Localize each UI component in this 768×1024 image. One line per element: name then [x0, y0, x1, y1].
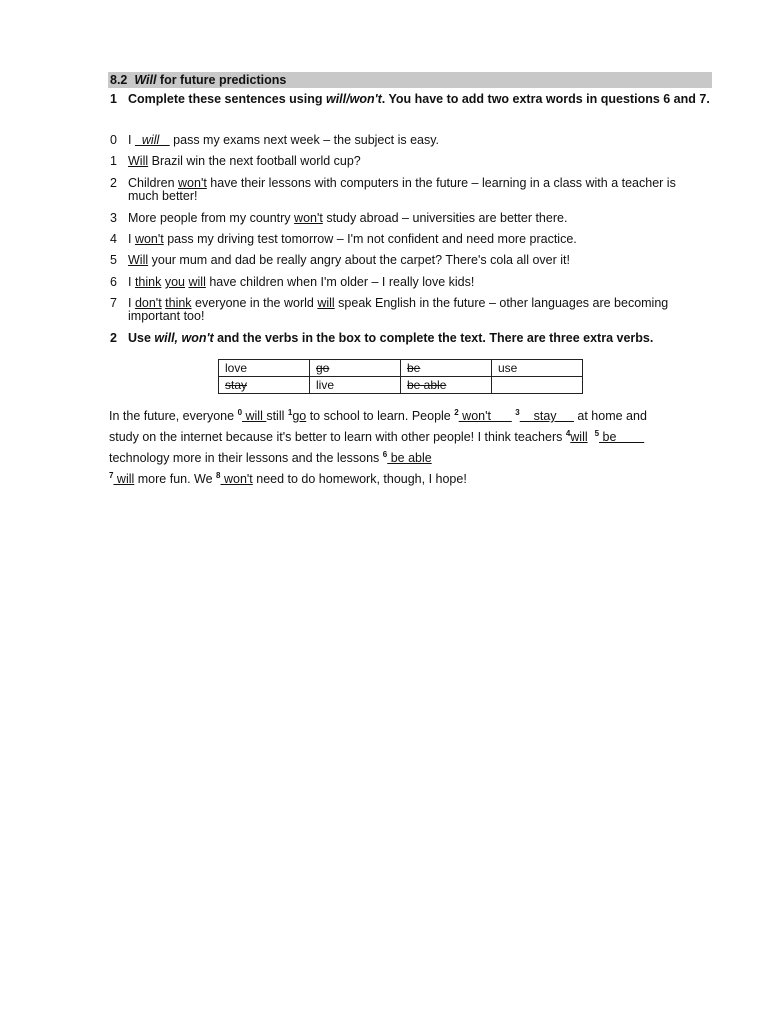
exercise-number: 1 — [110, 92, 117, 106]
instruction-text: and the verbs in the box to complete the text. There are three extra verbs. — [213, 331, 654, 345]
sentence-text: I — [128, 275, 135, 289]
sentence-text: pass my exams next week – the subject is easy. — [169, 133, 440, 147]
answer: will — [570, 430, 588, 444]
gap-number: 7 — [109, 470, 114, 480]
instruction-text: Use — [128, 331, 155, 345]
sentence-item — [110, 297, 700, 323]
text: study on the internet because it's better to learn with other people! I think teachers — [109, 430, 566, 444]
answer: be — [599, 430, 645, 444]
sentence-item — [110, 276, 700, 289]
section-title-em: Will — [134, 73, 157, 87]
item-number: 2 — [110, 176, 117, 190]
verb-cell: go — [310, 360, 401, 377]
gap-number: 3 — [515, 407, 520, 417]
instruction-em: will, won't — [154, 331, 214, 345]
text: need to do homework, though, I hope! — [252, 472, 467, 486]
gap-number: 4 — [565, 428, 571, 438]
sentence-text: have children when I'm older – I really love kids! — [205, 275, 475, 289]
answer: go — [292, 409, 307, 423]
sentence-text: I — [128, 133, 135, 147]
instruction-text: . You have to add two extra words in questions 6 and 7. — [381, 92, 710, 106]
sentence-text: have their lessons with computers in the future – learning in a class with a teacher is much better! — [128, 176, 676, 203]
text: more fun. We — [134, 472, 217, 486]
sentence-text: pass my driving test tomorrow – I'm not confident and need more practice. — [163, 232, 577, 246]
text: still — [266, 409, 288, 423]
item-number: 5 — [110, 253, 117, 267]
answer: stay — [519, 409, 574, 423]
answer: won't — [178, 176, 207, 190]
item-number: 3 — [110, 211, 117, 225]
verb-box — [218, 359, 583, 394]
sentence-item — [110, 177, 700, 203]
exercise-number: 2 — [110, 331, 117, 345]
answer: won't — [458, 409, 512, 423]
answer: won't — [134, 232, 164, 246]
answer: Will — [128, 253, 149, 267]
exercise-2-instruction — [110, 332, 710, 345]
sentence-text: everyone in the world — [191, 296, 318, 310]
answer: Will — [128, 154, 149, 168]
gap-number: 5 — [594, 428, 600, 438]
verb-cell: stay — [219, 377, 310, 394]
answer: you — [164, 275, 185, 289]
item-number: 0 — [110, 133, 117, 147]
answer: be able — [387, 451, 432, 465]
sentence-text: I — [128, 232, 135, 246]
text: to school to learn. People — [306, 409, 455, 423]
verb-cell: live — [310, 377, 401, 394]
exercise-1-instruction — [110, 93, 710, 106]
gap-fill-line — [109, 430, 709, 444]
sentence-text: study abroad – universities are better there. — [322, 211, 568, 225]
sentence-text: Children — [128, 176, 179, 190]
gap-fill-line — [109, 472, 709, 486]
answer: don't — [134, 296, 162, 310]
answer: will — [134, 133, 170, 147]
text — [588, 430, 595, 444]
answer: won't — [294, 211, 323, 225]
answer: think — [165, 296, 192, 310]
answer: will — [188, 275, 206, 289]
sentence-text: Brazil win the next football world cup? — [148, 154, 361, 168]
verb-cell: be — [401, 360, 492, 377]
gap-number: 6 — [382, 449, 388, 459]
section-heading — [108, 72, 712, 88]
gap-fill-line — [109, 451, 709, 465]
sentence-item — [110, 212, 700, 225]
text: In the future, everyone — [109, 409, 238, 423]
item-number: 4 — [110, 232, 117, 246]
gap-fill-line — [109, 409, 709, 423]
instruction-text: Complete these sentences using — [128, 92, 326, 106]
gap-number: 0 — [237, 407, 243, 417]
item-number: 1 — [110, 154, 117, 168]
sentence-text: I — [128, 296, 135, 310]
item-number: 7 — [110, 296, 117, 310]
sentence-text: speak English in the future – other languages are becoming important too! — [128, 296, 669, 323]
verb-cell: use — [492, 360, 583, 377]
verb-cell: be able — [401, 377, 492, 394]
sentence-text: your mum and dad be really angry about the carpet? There's cola all over it! — [148, 253, 570, 267]
answer: will — [113, 472, 135, 486]
sentence-item — [110, 155, 700, 168]
section-title: for future predictions — [156, 73, 287, 87]
answer: will — [317, 296, 335, 310]
item-number: 6 — [110, 275, 117, 289]
section-number: 8.2 — [110, 73, 128, 87]
answer: will — [242, 409, 267, 423]
gap-number: 8 — [216, 470, 221, 480]
sentence-text: More people from my country — [128, 211, 295, 225]
sentence-item — [110, 134, 700, 147]
sentence-item — [110, 254, 700, 267]
sentence-item — [110, 233, 700, 246]
instruction-em: will/won't — [325, 92, 382, 106]
answer: think — [134, 275, 162, 289]
text: at home and — [573, 409, 647, 423]
verb-cell — [492, 377, 583, 394]
text: technology more in their lessons and the lessons — [109, 451, 383, 465]
gap-number: 2 — [454, 407, 459, 417]
verb-cell: love — [219, 360, 310, 377]
answer: won't — [220, 472, 253, 486]
gap-number: 1 — [287, 407, 293, 417]
